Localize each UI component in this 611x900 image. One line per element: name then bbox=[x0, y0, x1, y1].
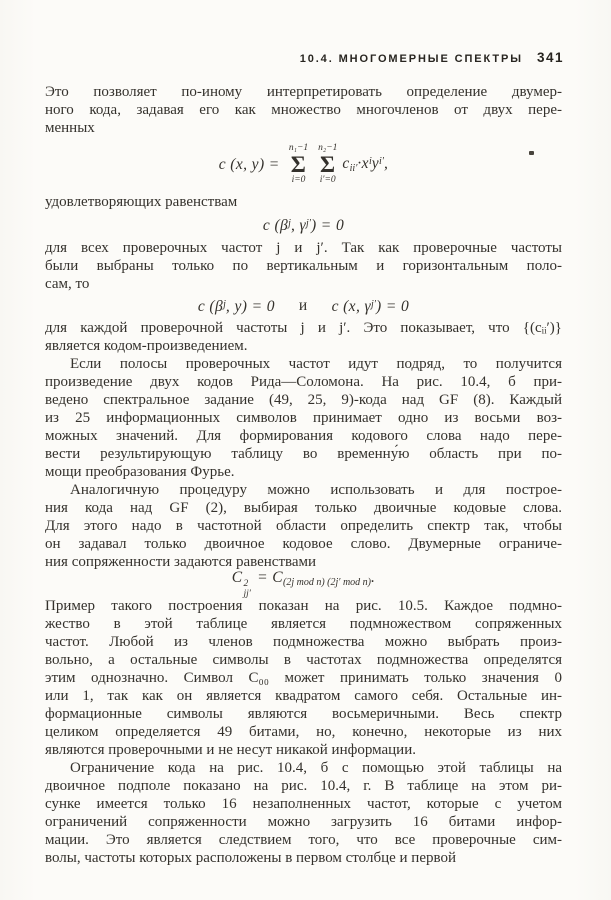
page-number: 341 bbox=[536, 50, 564, 65]
formula-row-column-zeros bbox=[45, 293, 562, 319]
formula-term: c (x, γ bbox=[331, 298, 372, 315]
formula-superscript: 2 bbox=[243, 578, 249, 589]
text-line: для всех проверочных частот j и j′. Так как проверочные частоты bbox=[45, 240, 562, 256]
formula-subscript: ii′ bbox=[349, 162, 358, 174]
text-line: вести результирующую таблицу во временну́ю область при по- bbox=[45, 446, 562, 462]
conjunction-and: и bbox=[298, 297, 308, 314]
text-line: мощи преобразования Фурье. bbox=[45, 464, 235, 480]
scan-artifact bbox=[529, 151, 534, 155]
section-heading: 10.4. МНОГОМЕРНЫЕ СПЕКТРЫ bbox=[299, 53, 523, 65]
sum-lower-limit: i′=0 bbox=[319, 174, 336, 185]
formula-term: y bbox=[371, 154, 380, 172]
text-line: Аналогичную процедуру можно использовать и для построе- bbox=[70, 482, 562, 498]
text-line: ного кода, задавая его как множество многочленов от двух пере- bbox=[45, 102, 562, 118]
sum-upper-limit: n₁−1 bbox=[288, 143, 309, 154]
text-line: можных значений. Для формирования кодового слова надо пере- bbox=[45, 428, 562, 444]
sum-upper-limit: n₂−1 bbox=[318, 143, 338, 154]
text-line: являются проверочными и не несут никакой информации. bbox=[45, 742, 416, 758]
text-line: ведено спектральное задание (49, 25, 9)-кода над GF (8). Каждый bbox=[45, 392, 562, 408]
formula-term: , γ bbox=[290, 217, 306, 234]
formula-term bbox=[263, 215, 344, 235]
formula-superscript: i′ bbox=[379, 155, 384, 167]
text-line: мации. Это является следствием того, что все проверочные сим- bbox=[45, 832, 562, 848]
formula-term: c (β bbox=[262, 217, 289, 234]
formula-term bbox=[332, 296, 410, 316]
formula-term: c (x, y) = bbox=[218, 156, 284, 173]
sigma-icon: Σ bbox=[290, 152, 307, 178]
text-line: этим однозначно. Символ C₀₀ может принимать только значения 0 bbox=[45, 670, 562, 686]
formula-superscript: i bbox=[368, 155, 372, 167]
formula-term bbox=[232, 569, 376, 600]
formula-term: . bbox=[371, 568, 376, 586]
paragraph-satisfying bbox=[45, 193, 562, 211]
text-line: Пример такого построения показан на рис. 10.5. Каждое подмно- bbox=[45, 598, 562, 614]
formula-superscript: j′ bbox=[306, 218, 311, 229]
paragraph-reed-solomon bbox=[45, 355, 562, 481]
text-line: ограничений сопряженности можно загрузить 16 битами инфор- bbox=[45, 814, 562, 830]
paragraph-figure-10-5 bbox=[45, 597, 562, 759]
paragraph-binary-subfield bbox=[45, 759, 562, 867]
formula-term bbox=[198, 296, 275, 316]
text-line: целиком определяется 49 битами, но, конечно, некоторые из них bbox=[45, 724, 562, 740]
paragraph-product-code bbox=[45, 319, 562, 355]
text-line: частот. Любой из членов подмножества можно выбрать произ- bbox=[45, 634, 562, 650]
formula-check-frequencies bbox=[45, 211, 562, 239]
formula-conjugacy-constraint bbox=[45, 568, 562, 599]
formula-term: = C bbox=[252, 568, 283, 586]
formula-superscript: j bbox=[223, 299, 226, 310]
paragraph-two-variable-code bbox=[45, 83, 562, 137]
formula-term: ) = 0 bbox=[376, 298, 410, 315]
text-line: Это позволяет по-иному интерпретировать определение двумер- bbox=[45, 84, 562, 100]
text-line: были выбраны только по вертикальным и горизонтальным поло- bbox=[45, 258, 562, 274]
sigma-sum-inner bbox=[318, 144, 337, 186]
text-line: сунке имеется только 16 незаполненных частот, которые с учетом bbox=[45, 796, 562, 812]
formula-term: , y) = 0 bbox=[225, 298, 275, 315]
text-line: Ограничение кода на рис. 10.4, б с помощью этой таблицы на bbox=[70, 760, 562, 776]
sum-lower-limit: i=0 bbox=[291, 174, 306, 185]
text-line: менных bbox=[45, 120, 95, 136]
formula-superscript: j bbox=[288, 218, 291, 229]
text-line: он задавал только двоичное кодовое слово. Двумерные ограниче- bbox=[45, 536, 562, 552]
text-line: удовлетворяющих равенствам bbox=[45, 194, 238, 210]
paragraph-gf2-construction bbox=[45, 481, 562, 571]
text-line: волы, частоты которых расположены в первом столбце и первой bbox=[45, 850, 456, 866]
formula-term: c (β bbox=[197, 298, 224, 315]
formula-subscript: jj′ bbox=[243, 589, 251, 599]
sigma-sum-outer bbox=[289, 144, 308, 186]
formula-subscript: (2j mod n) (2j′ mod n) bbox=[282, 576, 371, 588]
text-line: жество в этой таблице является подмножеством сопряженных bbox=[45, 616, 562, 632]
formula-term: ·x bbox=[357, 154, 369, 172]
page-header bbox=[45, 49, 564, 67]
formula-term: , bbox=[383, 154, 389, 172]
text-line: произведение двух кодов Рида—Соломона. На рис. 10.4, б при- bbox=[45, 374, 562, 390]
text-line: является кодом-произведением. bbox=[45, 338, 248, 354]
text-line: Для этого надо в частотной области определить спектр так, чтобы bbox=[45, 518, 562, 534]
text-line: формационные символы являются восьмеричными. Весь спектр bbox=[45, 706, 562, 722]
formula-term: c bbox=[342, 154, 350, 172]
text-line: из 25 информационных символов принимает одно из восьми воз- bbox=[45, 410, 562, 426]
sigma-icon: Σ bbox=[320, 152, 336, 178]
formula-superscript: j′ bbox=[371, 299, 376, 310]
text-line: вольно, а остальные символы в частотах подмножества определятся bbox=[45, 652, 562, 668]
formula-term bbox=[342, 153, 388, 178]
formula-double-sum bbox=[45, 137, 562, 193]
text-line: ния сопряженности задаются равенствами bbox=[45, 554, 317, 570]
text-line: сам, то bbox=[45, 276, 90, 292]
paragraph-check-bands bbox=[45, 239, 562, 293]
formula-term: ) = 0 bbox=[310, 217, 345, 234]
formula-term: C bbox=[231, 568, 243, 586]
text-line: двоичное подполе показано на рис. 10.4, г. В таблице на этом ри- bbox=[45, 778, 562, 794]
text-line: для каждой проверочной частоты j и j′. Это показывает, что {(cᵢᵢ′)} bbox=[45, 320, 562, 336]
text-line: Если полосы проверочных частот идут подряд, то получится bbox=[70, 356, 562, 372]
text-column bbox=[45, 83, 562, 867]
text-line: или 1, так как он является квадратом самого себя. Остальные ин- bbox=[45, 688, 562, 704]
text-line: ния кода над GF (2), выбирая только двоичные кодовые слова. bbox=[45, 500, 562, 516]
